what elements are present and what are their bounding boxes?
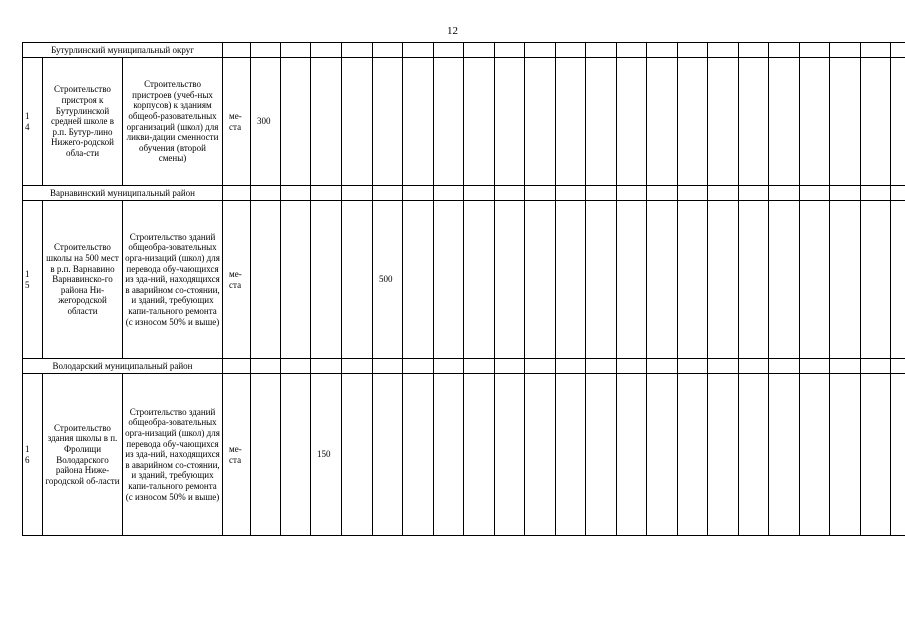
empty-cell bbox=[739, 359, 769, 374]
purpose-text: Строительство пристроев (учеб-ных корпусов) к зданиям общеоб-разовательных организаций (школ) для ликви-дации сменности обучения (второй смены) bbox=[123, 58, 223, 186]
empty-cell bbox=[403, 374, 434, 536]
empty-cell bbox=[525, 359, 556, 374]
empty-cell bbox=[708, 43, 739, 58]
empty-cell bbox=[861, 58, 891, 186]
empty-cell bbox=[556, 359, 586, 374]
empty-cell bbox=[678, 201, 708, 359]
table-row bbox=[23, 374, 905, 536]
empty-cell bbox=[311, 43, 342, 58]
empty-cell bbox=[434, 201, 464, 359]
empty-cell bbox=[251, 43, 281, 58]
empty-cell bbox=[311, 359, 342, 374]
empty-cell bbox=[342, 58, 373, 186]
empty-cell bbox=[223, 43, 251, 58]
empty-cell bbox=[739, 186, 769, 201]
table-row bbox=[23, 201, 905, 359]
program-table bbox=[22, 42, 905, 536]
empty-cell bbox=[891, 43, 905, 58]
empty-cell bbox=[647, 374, 678, 536]
empty-cell bbox=[586, 374, 617, 536]
empty-cell bbox=[861, 359, 891, 374]
empty-cell bbox=[586, 58, 617, 186]
empty-cell bbox=[830, 186, 861, 201]
empty-cell bbox=[769, 58, 800, 186]
empty-cell bbox=[556, 58, 586, 186]
empty-cell bbox=[830, 374, 861, 536]
empty-cell bbox=[403, 359, 434, 374]
unit-cell: ме-ста bbox=[223, 201, 251, 359]
empty-cell bbox=[617, 201, 647, 359]
empty-cell bbox=[830, 201, 861, 359]
section-header-row bbox=[23, 359, 905, 374]
section-name: Бутурлинский муниципальный округ bbox=[23, 43, 223, 58]
empty-cell bbox=[434, 43, 464, 58]
empty-cell bbox=[647, 186, 678, 201]
empty-cell bbox=[311, 186, 342, 201]
empty-cell bbox=[464, 374, 495, 536]
empty-cell bbox=[647, 58, 678, 186]
empty-cell bbox=[281, 201, 311, 359]
empty-cell bbox=[586, 359, 617, 374]
empty-cell bbox=[281, 58, 311, 186]
empty-cell bbox=[861, 374, 891, 536]
empty-cell bbox=[464, 201, 495, 359]
empty-cell bbox=[800, 186, 830, 201]
empty-cell bbox=[464, 359, 495, 374]
empty-cell bbox=[800, 201, 830, 359]
empty-cell bbox=[556, 201, 586, 359]
empty-cell bbox=[891, 201, 905, 359]
empty-cell bbox=[223, 359, 251, 374]
empty-cell bbox=[830, 359, 861, 374]
object-name: Строительство школы на 500 мест в р.п. Варнавино Варнавинско-го района Ни-жегородской области bbox=[43, 201, 123, 359]
empty-cell bbox=[617, 359, 647, 374]
empty-cell bbox=[586, 186, 617, 201]
empty-cell bbox=[373, 43, 403, 58]
empty-cell bbox=[586, 43, 617, 58]
value-cell: 150 bbox=[311, 374, 342, 536]
empty-cell bbox=[739, 201, 769, 359]
empty-cell bbox=[342, 186, 373, 201]
empty-cell bbox=[495, 201, 525, 359]
empty-cell bbox=[769, 374, 800, 536]
empty-cell bbox=[647, 359, 678, 374]
empty-cell bbox=[403, 186, 434, 201]
empty-cell bbox=[708, 359, 739, 374]
empty-cell bbox=[495, 359, 525, 374]
empty-cell bbox=[281, 359, 311, 374]
empty-cell bbox=[556, 43, 586, 58]
empty-cell bbox=[251, 359, 281, 374]
empty-cell bbox=[223, 186, 251, 201]
empty-cell bbox=[739, 58, 769, 186]
empty-cell bbox=[342, 201, 373, 359]
empty-cell bbox=[861, 201, 891, 359]
empty-cell bbox=[525, 374, 556, 536]
empty-cell bbox=[830, 43, 861, 58]
empty-cell bbox=[342, 359, 373, 374]
empty-cell bbox=[495, 58, 525, 186]
empty-cell bbox=[525, 43, 556, 58]
empty-cell bbox=[403, 43, 434, 58]
empty-cell bbox=[830, 58, 861, 186]
empty-cell bbox=[495, 186, 525, 201]
empty-cell bbox=[464, 43, 495, 58]
empty-cell bbox=[251, 201, 281, 359]
empty-cell bbox=[617, 58, 647, 186]
empty-cell bbox=[311, 201, 342, 359]
empty-cell bbox=[891, 186, 905, 201]
empty-cell bbox=[800, 374, 830, 536]
empty-cell bbox=[403, 201, 434, 359]
section-name: Варнавинский муниципальный район bbox=[23, 186, 223, 201]
empty-cell bbox=[556, 186, 586, 201]
unit-cell: ме-ста bbox=[223, 58, 251, 186]
empty-cell bbox=[891, 374, 905, 536]
empty-cell bbox=[403, 58, 434, 186]
purpose-text: Строительство зданий общеобра-зовательных орга-низаций (школ) для перевода обу-чающихся из зда-ний, находящихся в аварийном со-стоянии, и зданий, требующих капи-тального ремонта (с износом 50% и выше) bbox=[123, 201, 223, 359]
empty-cell bbox=[891, 359, 905, 374]
empty-cell bbox=[434, 186, 464, 201]
empty-cell bbox=[311, 58, 342, 186]
empty-cell bbox=[708, 58, 739, 186]
empty-cell bbox=[769, 201, 800, 359]
row-number: 1 6 bbox=[23, 374, 43, 536]
empty-cell bbox=[678, 186, 708, 201]
empty-cell bbox=[525, 58, 556, 186]
empty-cell bbox=[678, 374, 708, 536]
empty-cell bbox=[434, 359, 464, 374]
empty-cell bbox=[861, 43, 891, 58]
empty-cell bbox=[891, 58, 905, 186]
empty-cell bbox=[495, 43, 525, 58]
empty-cell bbox=[800, 58, 830, 186]
section-header-row bbox=[23, 43, 905, 58]
empty-cell bbox=[678, 43, 708, 58]
empty-cell bbox=[525, 186, 556, 201]
empty-cell bbox=[739, 43, 769, 58]
section-name: Володарский муниципальный район bbox=[23, 359, 223, 374]
empty-cell bbox=[251, 186, 281, 201]
value-cell: 300 bbox=[251, 58, 281, 186]
table-row bbox=[23, 58, 905, 186]
empty-cell bbox=[678, 58, 708, 186]
empty-cell bbox=[647, 201, 678, 359]
object-name: Строительство здания школы в п. Фролищи Володарского района Ниже-городской об-ласти bbox=[43, 374, 123, 536]
empty-cell bbox=[281, 186, 311, 201]
empty-cell bbox=[464, 186, 495, 201]
empty-cell bbox=[739, 374, 769, 536]
empty-cell bbox=[281, 374, 311, 536]
empty-cell bbox=[708, 186, 739, 201]
empty-cell bbox=[617, 374, 647, 536]
empty-cell bbox=[495, 374, 525, 536]
value-cell: 500 bbox=[373, 201, 403, 359]
empty-cell bbox=[586, 201, 617, 359]
section-header-row bbox=[23, 186, 905, 201]
empty-cell bbox=[373, 58, 403, 186]
empty-cell bbox=[342, 374, 373, 536]
empty-cell bbox=[342, 43, 373, 58]
empty-cell bbox=[464, 58, 495, 186]
empty-cell bbox=[373, 374, 403, 536]
empty-cell bbox=[373, 359, 403, 374]
empty-cell bbox=[373, 186, 403, 201]
empty-cell bbox=[525, 201, 556, 359]
object-name: Строительство пристроя к Бутурлинской средней школе в р.п. Бутур-лино Нижего-родской обла-сти bbox=[43, 58, 123, 186]
empty-cell bbox=[800, 43, 830, 58]
empty-cell bbox=[281, 43, 311, 58]
empty-cell bbox=[434, 374, 464, 536]
empty-cell bbox=[800, 359, 830, 374]
empty-cell bbox=[434, 58, 464, 186]
page-number: 12 bbox=[447, 25, 458, 37]
purpose-text: Строительство зданий общеобра-зовательных орга-низаций (школ) для перевода обу-чающихся из зда-ний, находящихся в аварийном со-стоянии, и зданий, требующих капи-тального ремонта (с износом 50% и выше) bbox=[123, 374, 223, 536]
empty-cell bbox=[617, 43, 647, 58]
empty-cell bbox=[708, 374, 739, 536]
empty-cell bbox=[708, 201, 739, 359]
empty-cell bbox=[769, 359, 800, 374]
empty-cell bbox=[678, 359, 708, 374]
row-number: 1 4 bbox=[23, 58, 43, 186]
empty-cell bbox=[251, 374, 281, 536]
empty-cell bbox=[556, 374, 586, 536]
empty-cell bbox=[617, 186, 647, 201]
row-number: 1 5 bbox=[23, 201, 43, 359]
empty-cell bbox=[769, 43, 800, 58]
empty-cell bbox=[769, 186, 800, 201]
unit-cell: ме-ста bbox=[223, 374, 251, 536]
empty-cell bbox=[861, 186, 891, 201]
empty-cell bbox=[647, 43, 678, 58]
